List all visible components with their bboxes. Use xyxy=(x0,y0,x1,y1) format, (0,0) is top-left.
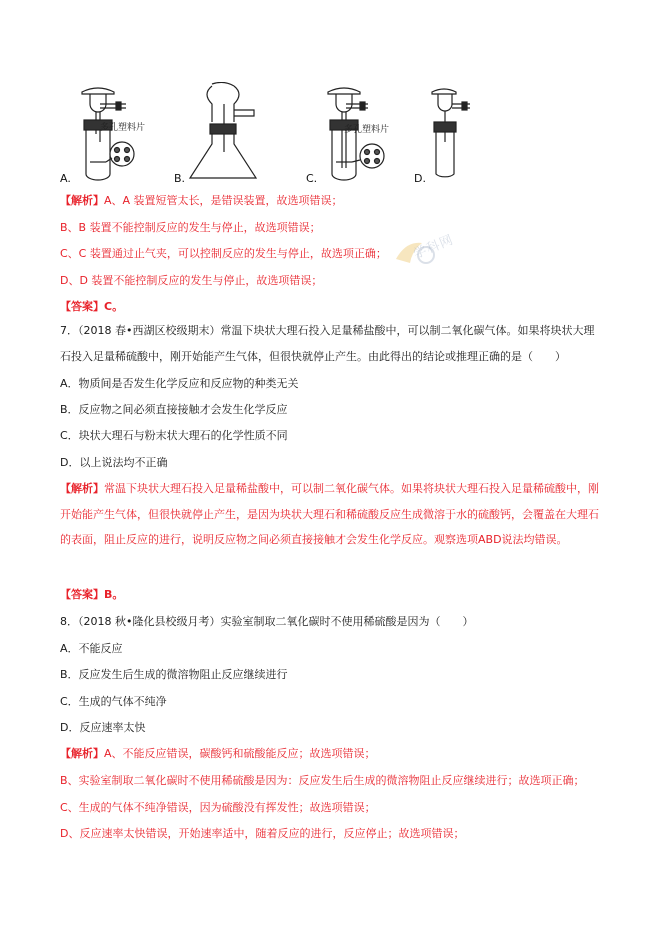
q6-analysis-a xyxy=(60,194,343,208)
q7-option-a: A．物质间是否发生化学反应和反应物的种类无关 xyxy=(60,377,299,390)
analysis-text: A、A 装置短管太长，是错误装置，故选项错误； xyxy=(104,194,343,207)
analysis-text: A、不能反应错误，碳酸钙和硫酸能反应；故选项错误； xyxy=(104,747,376,760)
figure-a-letter: A. xyxy=(60,172,71,185)
q8-stem: 8．（2018 秋•隆化县校级月考）实验室制取二氧化碳时不使用稀硫酸是因为（ ） xyxy=(60,615,474,628)
q6-analysis-d: D、D 装置不能控制反应的发生与停止，故选项错误； xyxy=(60,274,323,287)
q7-analysis xyxy=(60,476,605,553)
figure-a xyxy=(60,82,180,187)
apparatus-b-icon xyxy=(172,82,282,187)
figure-d-letter: D. xyxy=(414,172,426,185)
q8-option-d: D．反应速率太快 xyxy=(60,721,146,734)
analysis-tag: 【解析】 xyxy=(60,482,104,495)
analysis-text: 常温下块状大理石投入足量稀盐酸中，可以制二氧化碳气体。如果将块状大理石投入足量稀硫酸中，刚开始能产生气体，但很快就停止产生，是因为块状大理石和稀硫酸反应生成微溶于水的硫酸钙，会覆盖在大理石的表面，阻止反应的进行，说明反应物之间必须直接接触才会发生化学反应。观察选项ABD说法均错误。 xyxy=(60,482,599,546)
apparatus-d-icon xyxy=(412,82,522,187)
q8-analysis-c: C、生成的气体不纯净错误，因为硫酸没有挥发性；故选项错误； xyxy=(60,801,376,814)
q7-option-c: C．块状大理石与粉末状大理石的化学性质不同 xyxy=(60,429,288,442)
watermark-text: 学科网 xyxy=(411,232,457,263)
q8-analysis-b: B、实验室制取二氧化碳时不使用稀硫酸是因为：反应发生后生成的微溶物阻止反应继续进行；故选项正确； xyxy=(60,774,585,787)
figure-b xyxy=(172,82,282,187)
q6-answer: 【答案】C。 xyxy=(60,300,124,313)
figure-c-label: 多孔塑料片 xyxy=(344,125,390,135)
figure-b-letter: B. xyxy=(174,172,186,185)
q6-analysis-c: C、C 装置通过止气夹，可以控制反应的发生与停止，故选项正确； xyxy=(60,247,387,260)
apparatus-figures xyxy=(60,82,620,187)
q8-analysis-a xyxy=(60,747,376,761)
apparatus-a-icon xyxy=(60,82,180,187)
q8-option-a: A．不能反应 xyxy=(60,642,123,655)
q7-option-d: D．以上说法均不正确 xyxy=(60,456,168,469)
q8-option-c: C．生成的气体不纯净 xyxy=(60,695,167,708)
q7-stem: 7．（2018 春•西湖区校级期末）常温下块状大理石投入足量稀盐酸中，可以制二氧化碳气体。如果将块状大理石投入足量稀硫酸中，刚开始能产生气体，但很快就停止产生。由此得出的结论或推理正确的是（ ） xyxy=(60,324,595,363)
analysis-tag: 【解析】 xyxy=(60,747,104,760)
q8-analysis-d: D、反应速率太快错误，开始速率适中，随着反应的进行，反应停止；故选项错误； xyxy=(60,827,465,840)
analysis-tag: 【解析】 xyxy=(60,194,104,207)
figure-c-letter: C. xyxy=(306,172,318,185)
figure-a-label: 多孔塑料片 xyxy=(100,123,146,133)
q7-answer: 【答案】B。 xyxy=(60,588,124,601)
q7-option-b: B．反应物之间必须直接接触才会发生化学反应 xyxy=(60,403,288,416)
q8-option-b: B．反应发生后生成的微溶物阻止反应继续进行 xyxy=(60,668,288,681)
figure-d xyxy=(412,82,522,187)
q6-analysis-b: B、B 装置不能控制反应的发生与停止，故选项错误； xyxy=(60,221,321,234)
